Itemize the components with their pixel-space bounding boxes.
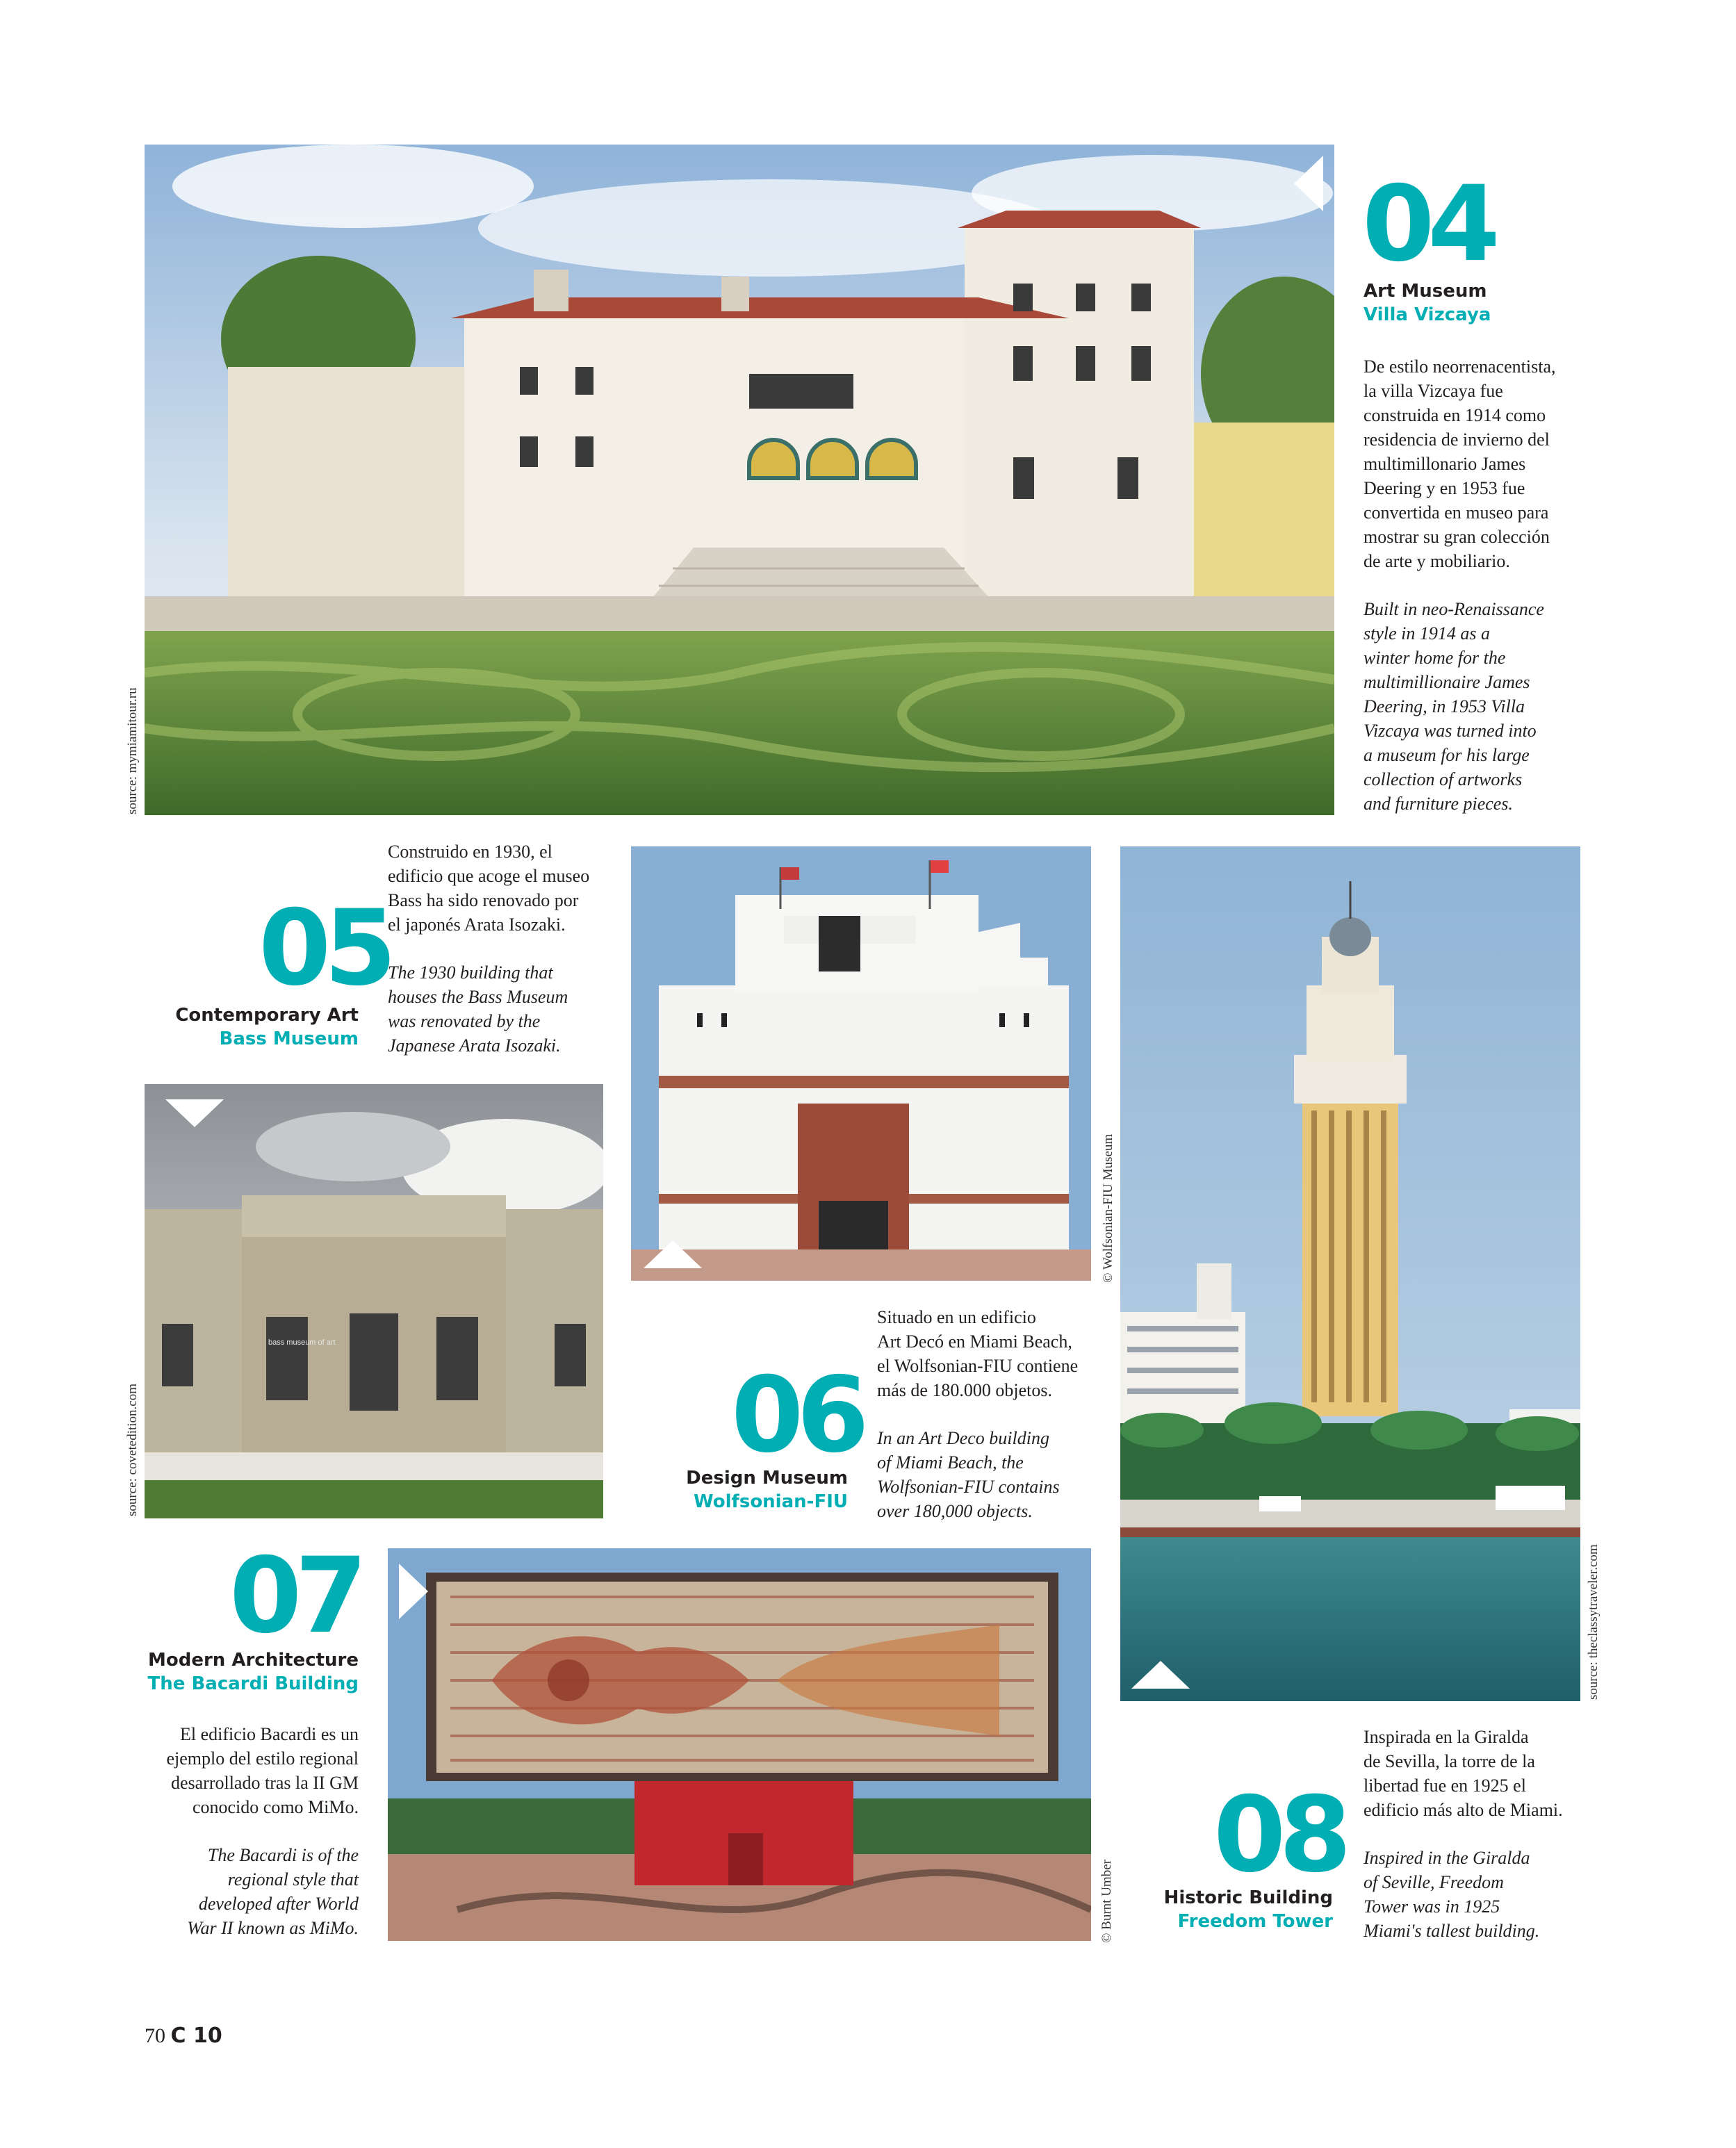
entry-category-06: Design Museum [686, 1468, 848, 1489]
entry-text-es-05: Construido en 1930, el edificio que acoge el museo Bass ha sido renovado por el japonés Arata Isozaki. [388, 842, 590, 935]
photo-credit-05: source: covetedition.com [125, 1384, 140, 1516]
entry-text-en-07: The Bacardi is of the regional style that developed after World War II known as MiMo. [187, 1845, 359, 1938]
triangle-marker-06 [644, 1240, 702, 1268]
entry-category-07: Modern Architecture [147, 1650, 359, 1671]
entry-number-06: 06 [731, 1355, 862, 1476]
bass-sign-text: bass museum of art [268, 1338, 336, 1347]
entry-text-08 [1364, 1725, 1655, 1943]
entry-number-05: 05 [259, 888, 390, 1009]
entry-text-es-04: De estilo neorrenacentista, la villa Vizcaya fue construida en 1914 como residencia de invierno del multimillonario James Deering y en 1953 fue convertida en museo para mostrar su gran colección de arte y mobiliario. [1364, 356, 1556, 571]
photo-credit-06: © Wolfsonian-FIU Museum [1101, 1133, 1115, 1283]
bass-museum-photo [145, 1084, 603, 1518]
entry-text-04 [1364, 354, 1690, 816]
entry-text-05 [388, 839, 652, 1058]
wolfsonian-photo [631, 846, 1091, 1281]
entry-name-04: Villa Vizcaya [1364, 304, 1491, 325]
entry-number-04: 04 [1362, 164, 1493, 285]
photo-credit-04: source: mymiamitour.ru [125, 687, 140, 814]
entry-category-04: Art Museum [1364, 281, 1487, 302]
triangle-marker-04 [1294, 156, 1323, 211]
entry-text-en-06: In an Art Deco building of Miami Beach, the Wolfsonian-FIU contains over 180,000 objects. [877, 1428, 1060, 1521]
entry-text-es-06: Situado en un edificio Art Decó en Miami Beach, el Wolfsonian-FIU contiene más de 180.000 objetos. [877, 1307, 1079, 1400]
entry-text-en-05: The 1930 building that houses the Bass Museum was renovated by the Japanese Arata Isozaki. [388, 962, 568, 1056]
entry-text-en-08: Inspired in the Giralda of Seville, Freedom Tower was in 1925 Miami's tallest building. [1364, 1848, 1540, 1941]
entry-text-07 [136, 1722, 359, 1940]
entry-name-06: Wolfsonian-FIU [694, 1491, 848, 1512]
bacardi-building-photo [388, 1548, 1091, 1941]
entry-number-08: 08 [1213, 1775, 1345, 1896]
entry-name-07: The Bacardi Building [147, 1673, 359, 1694]
page-number: 70 [145, 2024, 165, 2047]
triangle-marker-07 [399, 1564, 428, 1619]
photo-credit-07: © Burnt Umber [1099, 1860, 1114, 1943]
freedom-tower-photo [1120, 846, 1580, 1701]
magazine-name: C 10 [170, 2024, 222, 2048]
triangle-marker-08 [1131, 1661, 1190, 1689]
entry-name-05: Bass Museum [219, 1028, 359, 1049]
entry-text-es-07: El edificio Bacardi es un ejemplo del estilo regional desarrollado tras la II GM conocido como MiMo. [166, 1724, 359, 1817]
villa-vizcaya-photo [145, 145, 1334, 815]
entry-text-06 [877, 1305, 1106, 1523]
entry-text-en-04: Built in neo-Renaissance style in 1914 as a winter home for the multimillionaire James Deering, in 1953 Villa Vizcaya was turned into a museum for his large collection of artworks and furniture pieces. [1364, 599, 1544, 814]
page-footer [145, 2024, 222, 2048]
entry-category-05: Contemporary Art [175, 1005, 359, 1026]
entry-name-08: Freedom Tower [1177, 1911, 1333, 1932]
entry-text-es-08: Inspirada en la Giralda de Sevilla, la torre de la libertad fue en 1925 el edificio más alto de Miami. [1364, 1727, 1563, 1820]
triangle-marker-05 [165, 1099, 224, 1127]
entry-number-07: 07 [229, 1536, 361, 1657]
photo-credit-08: source: theclassytraveler.com [1586, 1544, 1600, 1700]
entry-category-08: Historic Building [1163, 1887, 1333, 1908]
